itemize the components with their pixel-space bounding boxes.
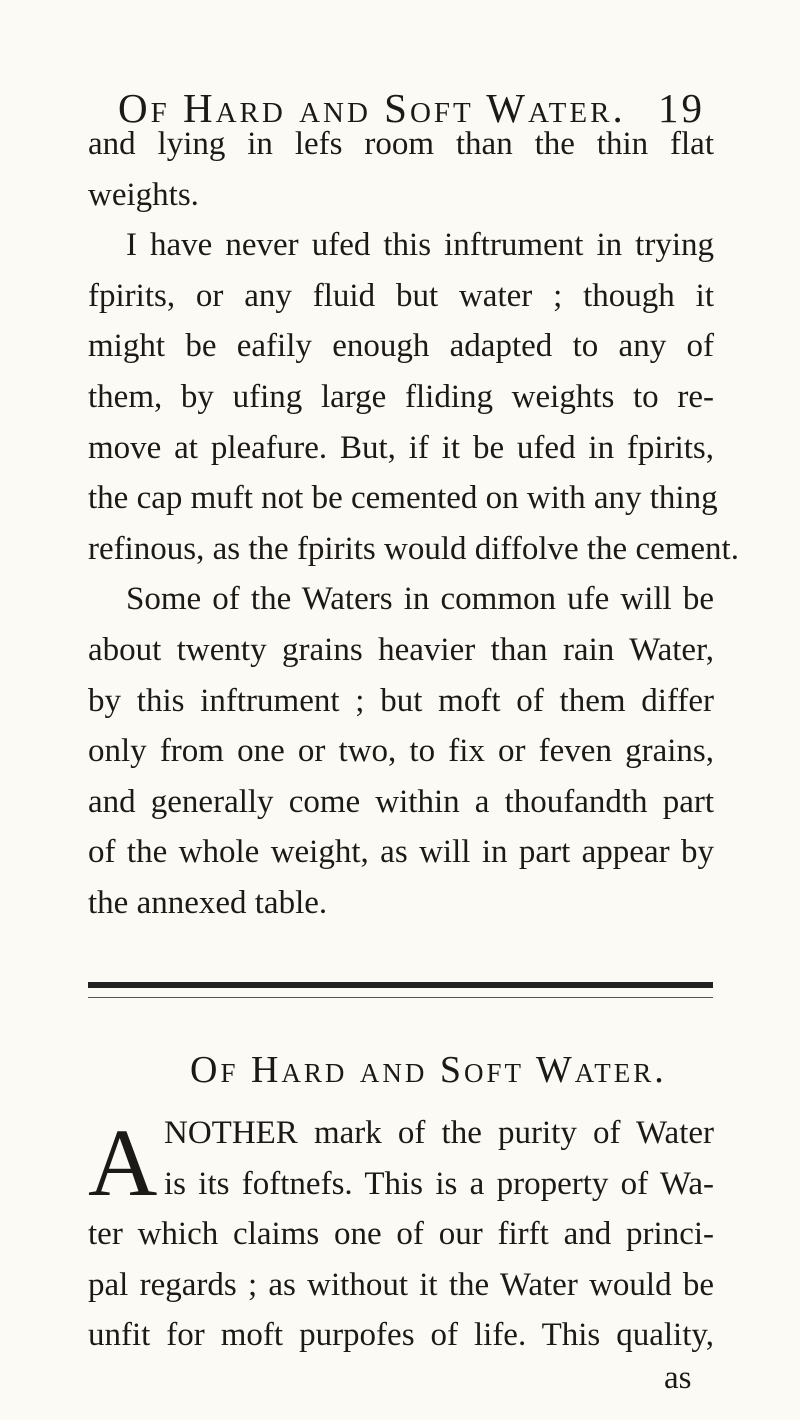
section-paragraph xyxy=(88,1108,714,1361)
running-head-title: Of Hard and Soft Water. xyxy=(118,85,626,131)
text-line: the annexed table. xyxy=(88,884,328,921)
text-line: of the whole weight, as will in part appear by xyxy=(88,834,714,871)
text-line: is its foftnefs. This is a property of Wa- xyxy=(164,1165,714,1202)
text-line: fpirits, or any fluid but water ; though it xyxy=(88,277,714,314)
text-line: the cap muft not be cemented on with any thing xyxy=(88,480,718,517)
text-line: NOTHER mark of the purity of Water xyxy=(164,1115,714,1151)
text-line: move at pleafure. But, if it be ufed in fpirits, xyxy=(88,429,714,466)
drop-cap: A xyxy=(88,1109,158,1216)
section-divider-thin xyxy=(88,997,713,998)
text-line: them, by ufing large fliding weights to re- xyxy=(88,378,714,415)
section-heading: Of Hard and Soft Water. xyxy=(190,1049,667,1091)
paragraph-block xyxy=(88,119,739,929)
text-line: I have never ufed this inftrument in trying xyxy=(126,227,714,264)
catchword: as xyxy=(664,1360,692,1396)
text-line: by this inftrument ; but moft of them differ xyxy=(88,682,714,719)
text-line: Some of the Waters in common ufe will be xyxy=(126,581,714,618)
text-line: weights. xyxy=(88,176,199,213)
text-line: ter which claims one of our firft and princi- xyxy=(88,1216,714,1253)
text-line: and lying in lefs room than the thin flat xyxy=(88,126,714,162)
text-line: refinous, as the fpirits would diffolve the cement. xyxy=(88,530,739,567)
text-line: pal regards ; as without it the Water would be xyxy=(88,1266,714,1303)
text-line: and generally come within a thoufandth part xyxy=(88,783,714,820)
text-line: only from one or two, to fix or feven grains, xyxy=(88,733,714,770)
text-line: about twenty grains heavier than rain Water, xyxy=(88,631,714,668)
section-divider-thick xyxy=(88,982,713,988)
page-number: 19 xyxy=(658,85,705,131)
text-line: might be eafily enough adapted to any of xyxy=(88,328,714,365)
text-line: unfit for moft purpofes of life. This quality, xyxy=(88,1317,714,1354)
